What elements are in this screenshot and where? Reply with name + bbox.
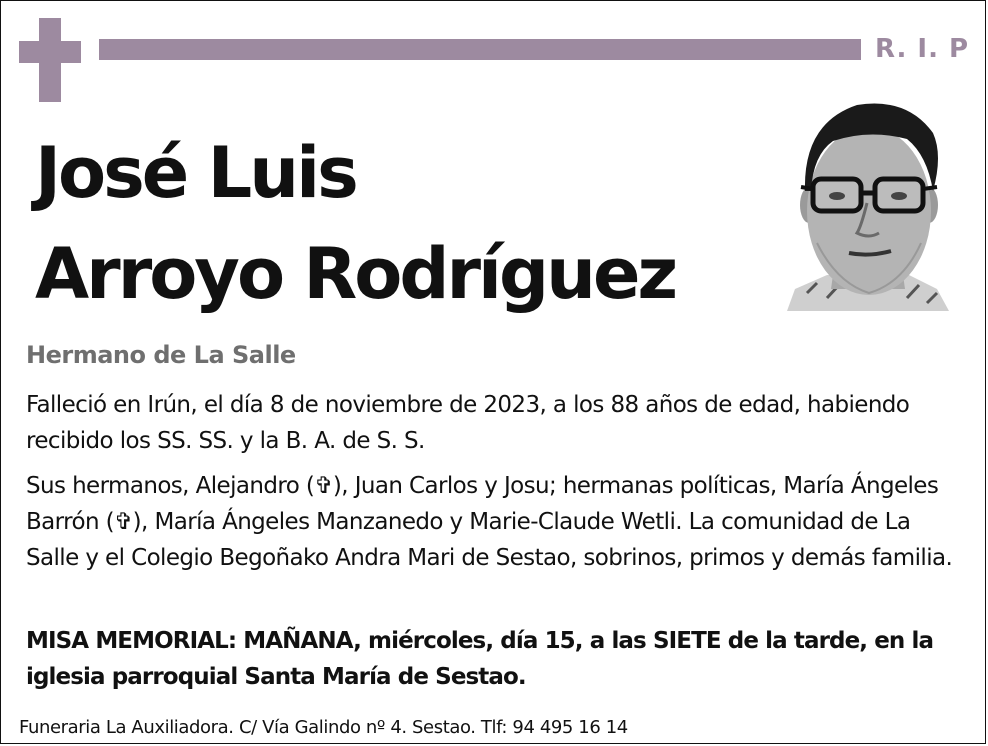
rip-label: R. I. P [875,34,970,64]
header-bar [99,39,861,60]
funeral-home-info: Funeraria La Auxiliadora. C/ Vía Galindo nº 4. Sestao. Tlf: 94 495 16 14 [19,717,628,738]
family-text: Sus hermanos, Alejandro (✞), Juan Carlos y Josu; hermanas políticas, María Ángeles Barrón (✞), María Ángeles Manzanedo y Marie-Claude Wetli. La comunidad de La Salle y el Colegio Begoñako Andra Mari de Sestao, sobrinos, primos y demás familia. [26,473,953,571]
memorial-mass-text: MISA MEMORIAL: MAÑANA, miércoles, día 15, a las SIETE de la tarde, en la iglesia parroquial Santa María de Sestao. [26,628,934,690]
deceased-name-line1: José Luis [35,132,356,214]
deceased-name-line2: Arroyo Rodríguez [35,233,676,315]
cross-horizontal [19,41,81,63]
portrait-illustration [787,93,949,311]
portrait-photo [787,93,949,311]
deceased-subtitle: Hermano de La Salle [26,341,296,369]
death-announcement-text: Falleció en Irún, el día 8 de noviembre de 2023, a los 88 años de edad, habiendo recibido los SS. SS. y la B. A. de S. S. [26,392,910,454]
